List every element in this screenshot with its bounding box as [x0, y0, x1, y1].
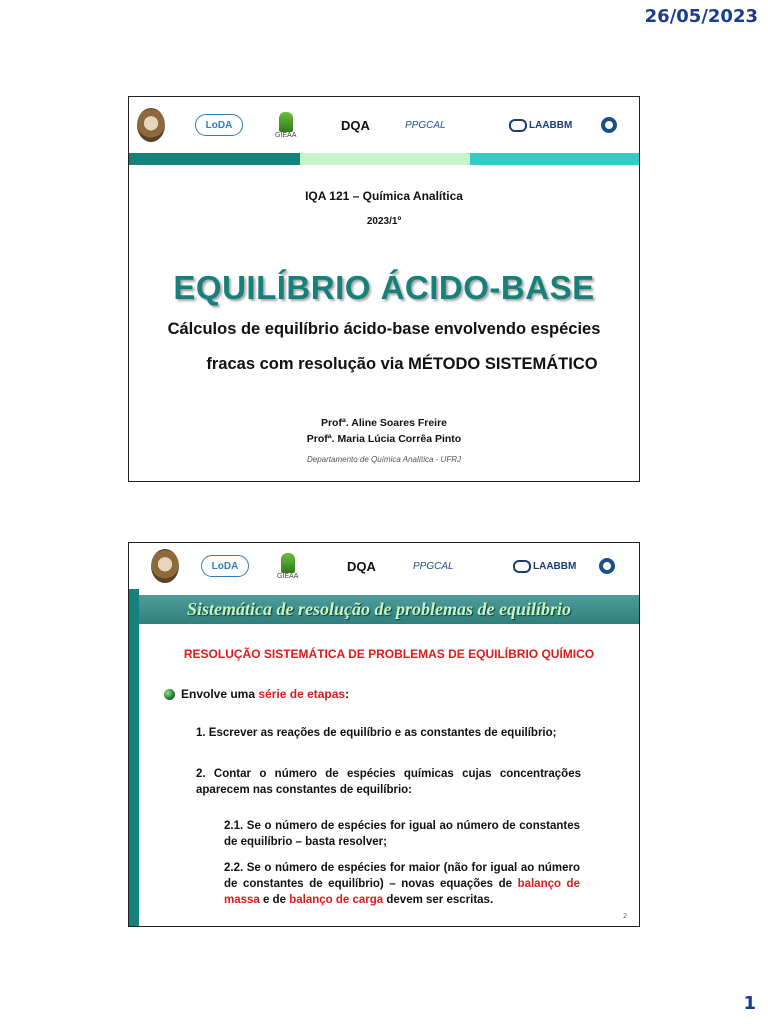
laabbm-logo [509, 119, 572, 132]
tree-icon [281, 553, 295, 573]
laabbm-logo [513, 560, 576, 573]
section-title: RESOLUÇÃO SISTEMÁTICA DE PROBLEMAS DE EQUILÍBRIO QUÍMICO [183, 647, 595, 661]
logo-bar [129, 543, 639, 589]
bullet-highlight: série de etapas [258, 687, 346, 701]
band-light [300, 153, 470, 165]
iq-logo [601, 117, 617, 133]
tree-icon [279, 112, 293, 132]
bullet-item [164, 687, 349, 701]
gieaa-logo [275, 112, 296, 139]
step-1: 1. Escrever as reações de equilíbrio e as constantes de equilíbrio; [196, 727, 557, 739]
band-dark [129, 153, 300, 165]
subtitle-line-2: fracas com resolução via MÉTODO SISTEMÁTICO [206, 355, 598, 373]
ppgcal-logo [413, 561, 454, 572]
bullet-suffix: : [345, 687, 350, 701]
ufrj-seal-logo [137, 108, 165, 142]
professor-1: Profª. Aline Soares Freire [320, 417, 448, 429]
ppgcal-label: PPGCAL [405, 119, 446, 131]
dqa-logo: DQA [341, 117, 370, 133]
course-name: IQA 121 – Química Analítica [305, 189, 463, 203]
slide-number: 2 [623, 913, 627, 920]
loda-logo: LoDA [201, 555, 249, 577]
dqa-logo: DQA [347, 558, 376, 574]
iq-logo [599, 558, 615, 574]
logo-bar [129, 97, 639, 153]
step-2-1: 2.1. Se o número de espécies for igual ao número de constantes de equilíbrio – basta resolver; [224, 820, 580, 848]
gieaa-label: GIEAA [275, 131, 297, 139]
gieaa-label: GIEAA [277, 572, 299, 580]
q-icon [599, 558, 615, 574]
step-2: 2. Contar o número de espécies químicas cujas concentrações aparecem nas constantes de equilíbrio: [196, 768, 581, 796]
section-header: Sistemática de resolução de problemas de equilíbrio [139, 595, 639, 624]
ppgcal-label: PPGCAL [413, 560, 454, 572]
loop-icon [513, 560, 531, 573]
q-icon [601, 117, 617, 133]
department: Departamento de Química Analítica - UFRJ [307, 455, 461, 464]
loda-logo: LoDA [195, 114, 243, 136]
course-period: 2023/1º [366, 216, 402, 227]
slide-2 [128, 542, 640, 927]
slide-title: EQUILÍBRIO ÁCIDO-BASE [173, 269, 595, 306]
charge-balance-highlight: balanço de carga [289, 894, 384, 906]
professor-2: Profª. Maria Lúcia Corrêa Pinto [306, 433, 462, 445]
loop-icon [509, 119, 527, 132]
ppgcal-logo [405, 120, 446, 131]
page-number: 1 [743, 993, 756, 1014]
sidebar-stripe [129, 589, 139, 926]
laabbm-label: LAABBM [533, 560, 577, 572]
globe-bullet-icon [164, 689, 175, 700]
step-2-2 [224, 860, 580, 908]
laabbm-label: LAABBM [529, 119, 573, 131]
band-cyan [470, 153, 639, 165]
subtitle-line-1: Cálculos de equilíbrio ácido-base envolvendo espécies [167, 320, 601, 338]
bullet-prefix: Envolve uma [181, 687, 256, 701]
color-bands [129, 153, 639, 165]
step-2-2-suffix: devem ser escritas. [383, 894, 494, 906]
slide-1 [128, 96, 640, 482]
gieaa-logo [277, 553, 298, 580]
mass-balance-highlight: balanço de massa [224, 878, 580, 906]
print-date: 26/05/2023 [644, 6, 758, 27]
step-2-2-prefix: 2.2. Se o número de espécies for maior (não for igual ao número de constantes de equilíbrio) – novas equações de [224, 862, 580, 890]
ufrj-seal-logo [151, 549, 179, 583]
step-2-2-mid: e de [259, 894, 290, 906]
